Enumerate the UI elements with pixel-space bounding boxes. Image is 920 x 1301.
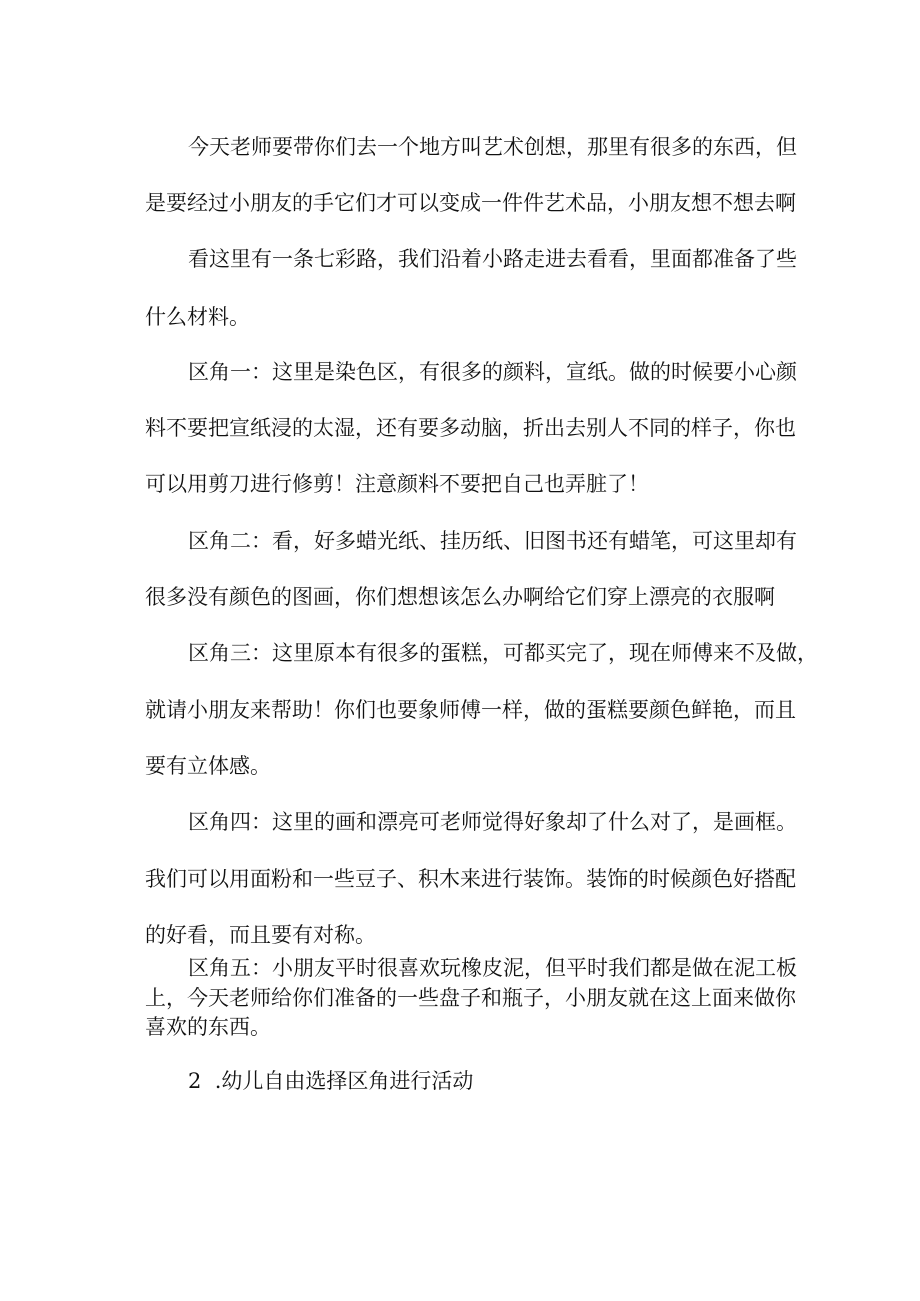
paragraph-1-line-1: 今天老师要带你们去一个地方叫艺术创想，那里有很多的东西，但 — [188, 135, 797, 159]
paragraph-6-line-2: 我们可以用面粉和一些豆子、积木来进行装饰。装饰的时候颜色好搭配 — [145, 867, 796, 891]
paragraph-2-line-2: 什么材料。 — [145, 305, 250, 329]
paragraph-6-line-1: 区角四：这里的画和漂亮可老师觉得好象却了什么对了，是画框。 — [188, 810, 797, 834]
paragraph-2-line-1: 看这里有一条七彩路，我们沿着小路走进去看看，里面都准备了些 — [188, 247, 797, 271]
paragraph-7-line-3: 喜欢的东西。 — [145, 1015, 271, 1039]
paragraph-3-line-1: 区角一：这里是染色区，有很多的颜料，宣纸。做的时候要小心颜 — [188, 360, 797, 384]
paragraph-5-line-2: 就请小朋友来帮助！你们也要象师傅一样，做的蛋糕要颜色鲜艳，而且 — [145, 698, 796, 722]
paragraph-4-line-2: 很多没有颜色的图画，你们想想该怎么办啊给它们穿上漂亮的衣服啊 — [145, 585, 775, 609]
paragraph-5-line-3: 要有立体感。 — [145, 754, 271, 778]
paragraph-7-line-1: 区角五：小朋友平时很喜欢玩橡皮泥，但平时我们都是做在泥工板 — [188, 956, 797, 980]
paragraph-3-line-3: 可以用剪刀进行修剪！注意颜料不要把自己也弄脏了！ — [145, 472, 649, 496]
paragraph-6-line-3: 的好看，而且要有对称。 — [145, 923, 376, 947]
paragraph-1-line-2: 是要经过小朋友的手它们才可以变成一件件艺术品，小朋友想不想去啊 — [145, 191, 796, 215]
paragraph-5-line-1: 区角三：这里原本有很多的蛋糕，可都买完了，现在师傅来不及做， — [188, 641, 818, 665]
paragraph-7-line-2: 上，今天老师给你们准备的一些盘子和瓶子，小朋友就在这上面来做你 — [145, 986, 796, 1010]
paragraph-3-line-2: 料不要把宣纸浸的太湿，还有要多动脑，折出去别人不同的样子，你也 — [145, 416, 796, 440]
paragraph-4-line-1: 区角二：看，好多蜡光纸、挂历纸、旧图书还有蜡笔，可这里却有 — [188, 529, 797, 553]
step-2-heading: 2 .幼儿自由选择区角进行活动 — [188, 1069, 474, 1093]
